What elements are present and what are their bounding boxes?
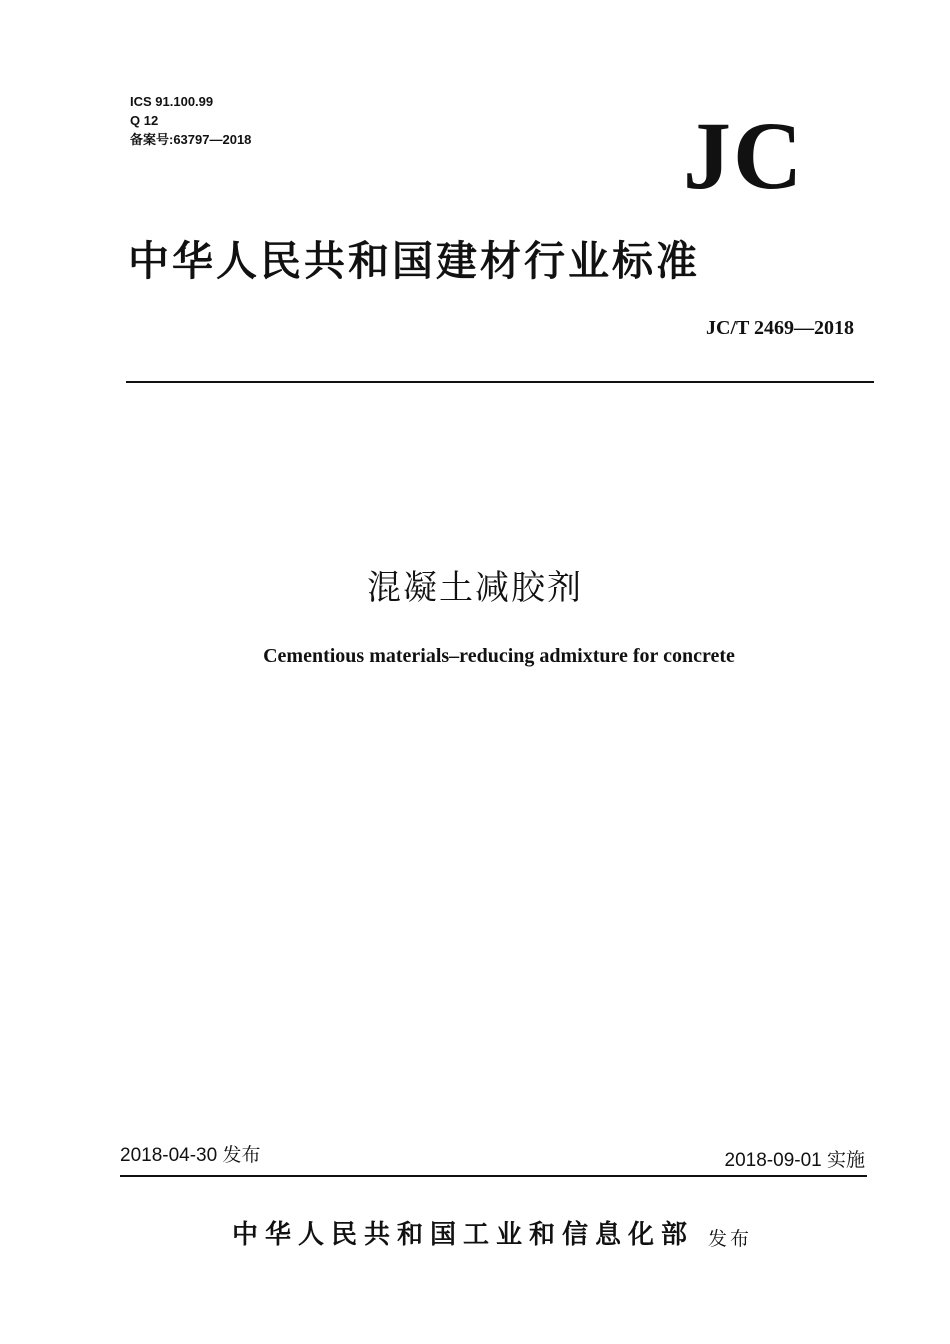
issue-date: 2018-04-30 发布 bbox=[120, 1145, 261, 1166]
filing-number: 备案号:63797—2018 bbox=[130, 132, 252, 147]
publish-label: 发布 bbox=[708, 1228, 753, 1250]
document-title-en: Cementious materials–reducing admixture for concrete bbox=[263, 645, 735, 667]
classification-block bbox=[130, 92, 251, 149]
ics-code: ICS 91.100.99 bbox=[130, 94, 214, 109]
standard-code: JC/T 2469—2018 bbox=[706, 317, 854, 339]
top-divider bbox=[126, 381, 874, 383]
implementation-date: 2018-09-01 实施 bbox=[724, 1150, 865, 1171]
class-code: Q 12 bbox=[130, 113, 159, 128]
document-title-cn: 混凝土减胶剂 bbox=[367, 568, 583, 608]
jc-logo: JC bbox=[683, 102, 805, 209]
publisher-name: 中华人民共和国工业和信息化部 bbox=[232, 1220, 695, 1250]
industry-standard-heading: 中华人民共和国建材行业标准 bbox=[128, 237, 700, 285]
bottom-divider bbox=[120, 1175, 867, 1177]
